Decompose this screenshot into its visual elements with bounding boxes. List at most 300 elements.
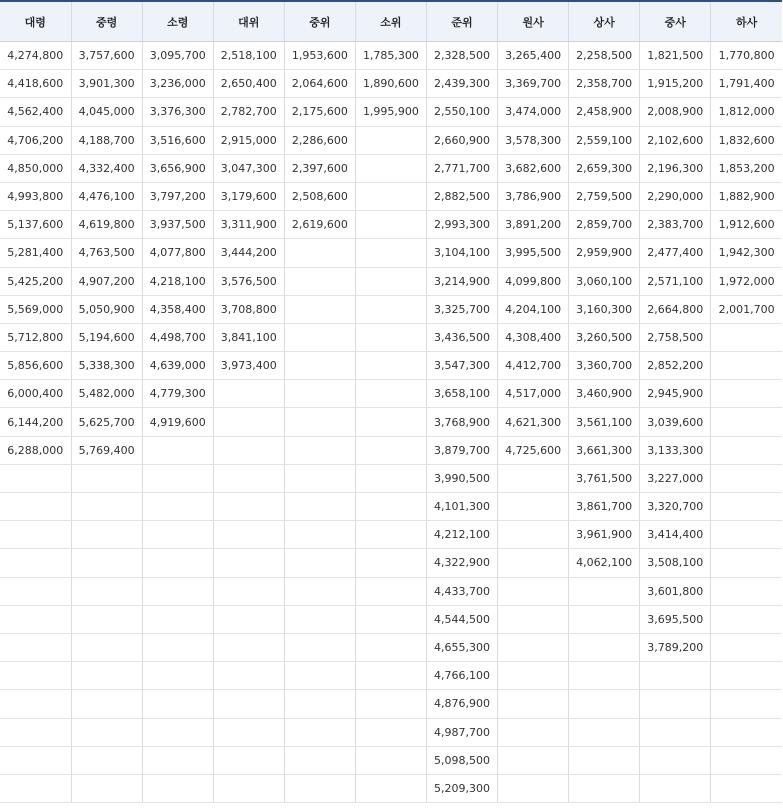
table-cell <box>498 549 569 577</box>
table-cell: 3,104,100 <box>426 239 497 267</box>
table-cell: 2,782,700 <box>213 98 284 126</box>
table-cell: 2,175,600 <box>284 98 355 126</box>
table-row <box>0 211 782 239</box>
table-cell: 2,659,300 <box>569 154 640 182</box>
table-cell: 2,064,600 <box>284 70 355 98</box>
table-cell <box>142 521 213 549</box>
table-row <box>0 662 782 690</box>
table-row <box>0 408 782 436</box>
table-cell: 3,578,300 <box>498 126 569 154</box>
table-cell <box>142 436 213 464</box>
table-row <box>0 633 782 661</box>
table-cell <box>355 746 426 774</box>
table-cell <box>71 493 142 521</box>
table-cell <box>711 690 782 718</box>
table-cell: 1,890,600 <box>355 70 426 98</box>
table-cell <box>711 605 782 633</box>
table-cell: 5,482,000 <box>71 380 142 408</box>
table-cell <box>498 493 569 521</box>
table-cell: 1,912,600 <box>711 211 782 239</box>
table-cell: 5,712,800 <box>0 323 71 351</box>
table-cell: 5,281,400 <box>0 239 71 267</box>
table-cell: 4,101,300 <box>426 493 497 521</box>
table-cell: 2,660,900 <box>426 126 497 154</box>
table-cell: 4,706,200 <box>0 126 71 154</box>
table-cell: 2,001,700 <box>711 295 782 323</box>
table-cell: 2,458,900 <box>569 98 640 126</box>
table-cell: 1,953,600 <box>284 42 355 70</box>
pay-table <box>0 2 782 803</box>
table-cell <box>284 633 355 661</box>
table-cell: 3,095,700 <box>142 42 213 70</box>
table-cell: 5,338,300 <box>71 352 142 380</box>
table-cell: 5,569,000 <box>0 295 71 323</box>
table-cell: 4,621,300 <box>498 408 569 436</box>
table-cell: 6,000,400 <box>0 380 71 408</box>
table-cell <box>142 718 213 746</box>
table-cell: 4,517,000 <box>498 380 569 408</box>
table-cell: 3,879,700 <box>426 436 497 464</box>
table-cell <box>0 690 71 718</box>
table-cell <box>284 690 355 718</box>
table-cell: 3,973,400 <box>213 352 284 380</box>
table-cell: 1,972,000 <box>711 267 782 295</box>
table-cell: 4,763,500 <box>71 239 142 267</box>
table-cell <box>284 493 355 521</box>
table-cell: 6,144,200 <box>0 408 71 436</box>
table-cell <box>284 662 355 690</box>
table-cell <box>498 521 569 549</box>
table-cell: 2,397,600 <box>284 154 355 182</box>
table-cell <box>355 380 426 408</box>
table-cell <box>355 182 426 210</box>
table-cell <box>71 549 142 577</box>
table-cell: 2,915,000 <box>213 126 284 154</box>
table-cell: 3,047,300 <box>213 154 284 182</box>
table-cell <box>498 746 569 774</box>
table-cell <box>355 239 426 267</box>
column-header: 대령 <box>0 2 71 42</box>
table-cell <box>498 774 569 802</box>
column-header: 상사 <box>569 2 640 42</box>
column-header: 하사 <box>711 2 782 42</box>
table-cell: 3,325,700 <box>426 295 497 323</box>
table-cell: 4,212,100 <box>426 521 497 549</box>
table-cell <box>284 436 355 464</box>
table-cell: 3,789,200 <box>640 633 711 661</box>
table-cell: 3,320,700 <box>640 493 711 521</box>
table-cell <box>284 774 355 802</box>
table-cell <box>142 577 213 605</box>
table-cell <box>711 633 782 661</box>
table-cell: 3,133,300 <box>640 436 711 464</box>
table-cell <box>0 521 71 549</box>
table-row <box>0 690 782 718</box>
table-row <box>0 577 782 605</box>
table-cell: 3,995,500 <box>498 239 569 267</box>
table-cell <box>711 323 782 351</box>
table-cell: 2,008,900 <box>640 98 711 126</box>
table-cell <box>355 662 426 690</box>
table-cell: 5,425,200 <box>0 267 71 295</box>
table-cell: 3,460,900 <box>569 380 640 408</box>
column-header: 중위 <box>284 2 355 42</box>
table-cell: 4,045,000 <box>71 98 142 126</box>
table-cell: 4,907,200 <box>71 267 142 295</box>
table-cell <box>498 690 569 718</box>
table-cell: 3,695,500 <box>640 605 711 633</box>
table-header-row <box>0 2 782 42</box>
table-cell <box>355 323 426 351</box>
table-cell <box>284 464 355 492</box>
table-cell: 3,474,000 <box>498 98 569 126</box>
table-cell: 3,761,500 <box>569 464 640 492</box>
table-body <box>0 42 782 803</box>
table-cell: 3,786,900 <box>498 182 569 210</box>
table-cell <box>284 295 355 323</box>
table-cell <box>0 493 71 521</box>
table-cell <box>213 718 284 746</box>
table-cell <box>355 267 426 295</box>
table-cell <box>71 774 142 802</box>
table-cell: 2,945,900 <box>640 380 711 408</box>
table-cell: 4,077,800 <box>142 239 213 267</box>
table-cell <box>569 577 640 605</box>
table-cell: 3,658,100 <box>426 380 497 408</box>
table-cell: 2,102,600 <box>640 126 711 154</box>
table-cell <box>569 718 640 746</box>
table-cell <box>355 577 426 605</box>
table-cell <box>569 690 640 718</box>
table-cell <box>640 718 711 746</box>
table-cell: 2,852,200 <box>640 352 711 380</box>
table-row <box>0 295 782 323</box>
table-cell: 4,308,400 <box>498 323 569 351</box>
table-cell <box>284 549 355 577</box>
table-cell: 3,227,000 <box>640 464 711 492</box>
table-cell: 3,311,900 <box>213 211 284 239</box>
table-cell: 3,260,500 <box>569 323 640 351</box>
table-cell: 2,477,400 <box>640 239 711 267</box>
column-header: 소령 <box>142 2 213 42</box>
table-row <box>0 154 782 182</box>
table-cell: 3,891,200 <box>498 211 569 239</box>
table-cell: 3,360,700 <box>569 352 640 380</box>
table-cell: 4,358,400 <box>142 295 213 323</box>
table-cell <box>0 605 71 633</box>
table-row <box>0 549 782 577</box>
table-cell: 2,383,700 <box>640 211 711 239</box>
table-cell <box>711 464 782 492</box>
table-cell <box>142 746 213 774</box>
table-cell: 5,194,600 <box>71 323 142 351</box>
table-cell: 2,859,700 <box>569 211 640 239</box>
table-cell <box>284 239 355 267</box>
table-row <box>0 464 782 492</box>
table-cell <box>711 380 782 408</box>
table-cell <box>213 746 284 774</box>
table-cell <box>0 577 71 605</box>
table-cell: 4,544,500 <box>426 605 497 633</box>
table-cell: 4,619,800 <box>71 211 142 239</box>
table-cell: 1,942,300 <box>711 239 782 267</box>
table-cell: 4,919,600 <box>142 408 213 436</box>
table-cell <box>0 633 71 661</box>
table-cell <box>640 746 711 774</box>
table-cell: 1,853,200 <box>711 154 782 182</box>
table-cell: 3,656,900 <box>142 154 213 182</box>
table-cell <box>355 774 426 802</box>
table-cell <box>213 380 284 408</box>
table-cell: 4,639,000 <box>142 352 213 380</box>
table-cell <box>0 464 71 492</box>
column-header: 중령 <box>71 2 142 42</box>
table-cell: 3,661,300 <box>569 436 640 464</box>
table-cell: 4,876,900 <box>426 690 497 718</box>
table-cell: 6,288,000 <box>0 436 71 464</box>
table-cell <box>355 493 426 521</box>
table-cell <box>498 662 569 690</box>
table-row <box>0 98 782 126</box>
table-cell: 4,498,700 <box>142 323 213 351</box>
table-cell <box>284 408 355 436</box>
table-cell: 4,655,300 <box>426 633 497 661</box>
table-cell: 3,990,500 <box>426 464 497 492</box>
table-cell <box>284 577 355 605</box>
table-cell <box>142 662 213 690</box>
table-cell: 5,625,700 <box>71 408 142 436</box>
table-cell: 2,290,000 <box>640 182 711 210</box>
table-cell: 5,856,600 <box>0 352 71 380</box>
table-cell: 4,204,100 <box>498 295 569 323</box>
table-cell <box>284 718 355 746</box>
table-cell <box>142 774 213 802</box>
column-header: 준위 <box>426 2 497 42</box>
table-cell <box>711 718 782 746</box>
table-cell <box>355 521 426 549</box>
table-cell: 4,099,800 <box>498 267 569 295</box>
table-row <box>0 605 782 633</box>
table-cell: 4,993,800 <box>0 182 71 210</box>
table-cell <box>498 718 569 746</box>
table-cell: 4,062,100 <box>569 549 640 577</box>
table-cell <box>142 690 213 718</box>
table-cell: 3,414,400 <box>640 521 711 549</box>
table-cell <box>284 267 355 295</box>
table-cell <box>213 774 284 802</box>
table-cell <box>569 662 640 690</box>
table-cell: 4,562,400 <box>0 98 71 126</box>
table-row <box>0 380 782 408</box>
table-cell: 4,418,600 <box>0 70 71 98</box>
table-row <box>0 718 782 746</box>
table-cell <box>355 408 426 436</box>
table-cell: 2,571,100 <box>640 267 711 295</box>
table-cell <box>142 549 213 577</box>
table-cell: 2,619,600 <box>284 211 355 239</box>
table-cell: 3,369,700 <box>498 70 569 98</box>
table-cell <box>569 746 640 774</box>
table-cell: 3,757,600 <box>71 42 142 70</box>
table-cell <box>213 521 284 549</box>
table-row <box>0 42 782 70</box>
table-cell: 1,785,300 <box>355 42 426 70</box>
table-cell <box>355 352 426 380</box>
table-cell: 3,160,300 <box>569 295 640 323</box>
table-cell <box>640 690 711 718</box>
table-cell: 3,961,900 <box>569 521 640 549</box>
table-cell: 3,214,900 <box>426 267 497 295</box>
table-cell <box>640 662 711 690</box>
table-cell: 3,508,100 <box>640 549 711 577</box>
table-cell <box>71 464 142 492</box>
table-cell: 1,812,000 <box>711 98 782 126</box>
table-row <box>0 493 782 521</box>
table-cell: 3,039,600 <box>640 408 711 436</box>
table-cell <box>71 690 142 718</box>
table-cell <box>569 605 640 633</box>
table-cell <box>498 577 569 605</box>
table-cell: 1,882,900 <box>711 182 782 210</box>
table-cell <box>71 718 142 746</box>
table-cell <box>71 605 142 633</box>
table-cell <box>71 521 142 549</box>
table-cell <box>355 718 426 746</box>
table-cell: 2,196,300 <box>640 154 711 182</box>
table-cell <box>213 633 284 661</box>
table-cell <box>355 605 426 633</box>
table-row <box>0 352 782 380</box>
table-row <box>0 267 782 295</box>
table-cell: 3,060,100 <box>569 267 640 295</box>
table-cell: 3,547,300 <box>426 352 497 380</box>
table-cell <box>711 493 782 521</box>
table-cell <box>284 521 355 549</box>
table-row <box>0 70 782 98</box>
table-row <box>0 323 782 351</box>
table-cell: 4,412,700 <box>498 352 569 380</box>
table-cell: 4,779,300 <box>142 380 213 408</box>
table-cell <box>142 464 213 492</box>
table-cell <box>213 493 284 521</box>
table-cell: 3,576,500 <box>213 267 284 295</box>
table-cell: 4,332,400 <box>71 154 142 182</box>
table-cell <box>284 380 355 408</box>
table-cell: 3,797,200 <box>142 182 213 210</box>
table-cell: 3,376,300 <box>142 98 213 126</box>
table-cell: 4,274,800 <box>0 42 71 70</box>
table-cell <box>355 633 426 661</box>
table-cell: 2,758,500 <box>640 323 711 351</box>
table-cell: 3,708,800 <box>213 295 284 323</box>
table-cell <box>0 774 71 802</box>
table-cell: 5,050,900 <box>71 295 142 323</box>
table-cell <box>213 662 284 690</box>
table-cell <box>355 126 426 154</box>
table-cell <box>569 774 640 802</box>
table-cell <box>142 633 213 661</box>
table-cell <box>0 718 71 746</box>
table-row <box>0 774 782 802</box>
table-cell: 2,358,700 <box>569 70 640 98</box>
table-cell: 5,209,300 <box>426 774 497 802</box>
table-cell <box>711 352 782 380</box>
table-cell: 3,516,600 <box>142 126 213 154</box>
table-cell: 2,559,100 <box>569 126 640 154</box>
table-cell <box>71 633 142 661</box>
table-cell <box>71 662 142 690</box>
table-cell: 4,850,000 <box>0 154 71 182</box>
table-row <box>0 746 782 774</box>
table-cell: 5,098,500 <box>426 746 497 774</box>
column-header: 소위 <box>355 2 426 42</box>
table-cell <box>711 408 782 436</box>
table-cell <box>355 211 426 239</box>
table-cell <box>142 493 213 521</box>
table-cell <box>498 605 569 633</box>
table-cell <box>711 577 782 605</box>
table-cell: 3,265,400 <box>498 42 569 70</box>
table-cell: 4,476,100 <box>71 182 142 210</box>
table-cell <box>711 746 782 774</box>
table-cell <box>640 774 711 802</box>
table-cell <box>71 577 142 605</box>
table-cell: 3,601,800 <box>640 577 711 605</box>
table-cell <box>711 774 782 802</box>
table-cell: 2,664,800 <box>640 295 711 323</box>
column-header: 원사 <box>498 2 569 42</box>
table-cell: 2,439,300 <box>426 70 497 98</box>
table-cell: 2,328,500 <box>426 42 497 70</box>
table-row <box>0 126 782 154</box>
table-cell: 4,322,900 <box>426 549 497 577</box>
table-cell <box>355 549 426 577</box>
table-cell: 2,258,500 <box>569 42 640 70</box>
table-cell <box>142 605 213 633</box>
table-cell <box>213 577 284 605</box>
table-cell <box>711 662 782 690</box>
table-cell: 3,861,700 <box>569 493 640 521</box>
table-cell: 1,770,800 <box>711 42 782 70</box>
table-cell <box>498 464 569 492</box>
table-cell: 1,832,600 <box>711 126 782 154</box>
table-cell <box>355 690 426 718</box>
table-cell: 3,561,100 <box>569 408 640 436</box>
table-cell <box>213 436 284 464</box>
table-cell: 4,433,700 <box>426 577 497 605</box>
table-row <box>0 436 782 464</box>
table-cell <box>213 408 284 436</box>
table-cell: 3,841,100 <box>213 323 284 351</box>
table-cell <box>355 154 426 182</box>
table-cell <box>284 323 355 351</box>
table-cell: 2,759,500 <box>569 182 640 210</box>
table-cell: 2,959,900 <box>569 239 640 267</box>
table-cell: 2,550,100 <box>426 98 497 126</box>
table-cell <box>569 633 640 661</box>
table-cell: 2,650,400 <box>213 70 284 98</box>
table-cell: 2,518,100 <box>213 42 284 70</box>
table-cell <box>284 605 355 633</box>
table-cell <box>0 662 71 690</box>
table-cell: 4,766,100 <box>426 662 497 690</box>
table-row <box>0 521 782 549</box>
table-cell <box>711 549 782 577</box>
table-cell <box>711 521 782 549</box>
table-cell <box>355 295 426 323</box>
table-cell <box>284 352 355 380</box>
table-cell: 3,682,600 <box>498 154 569 182</box>
